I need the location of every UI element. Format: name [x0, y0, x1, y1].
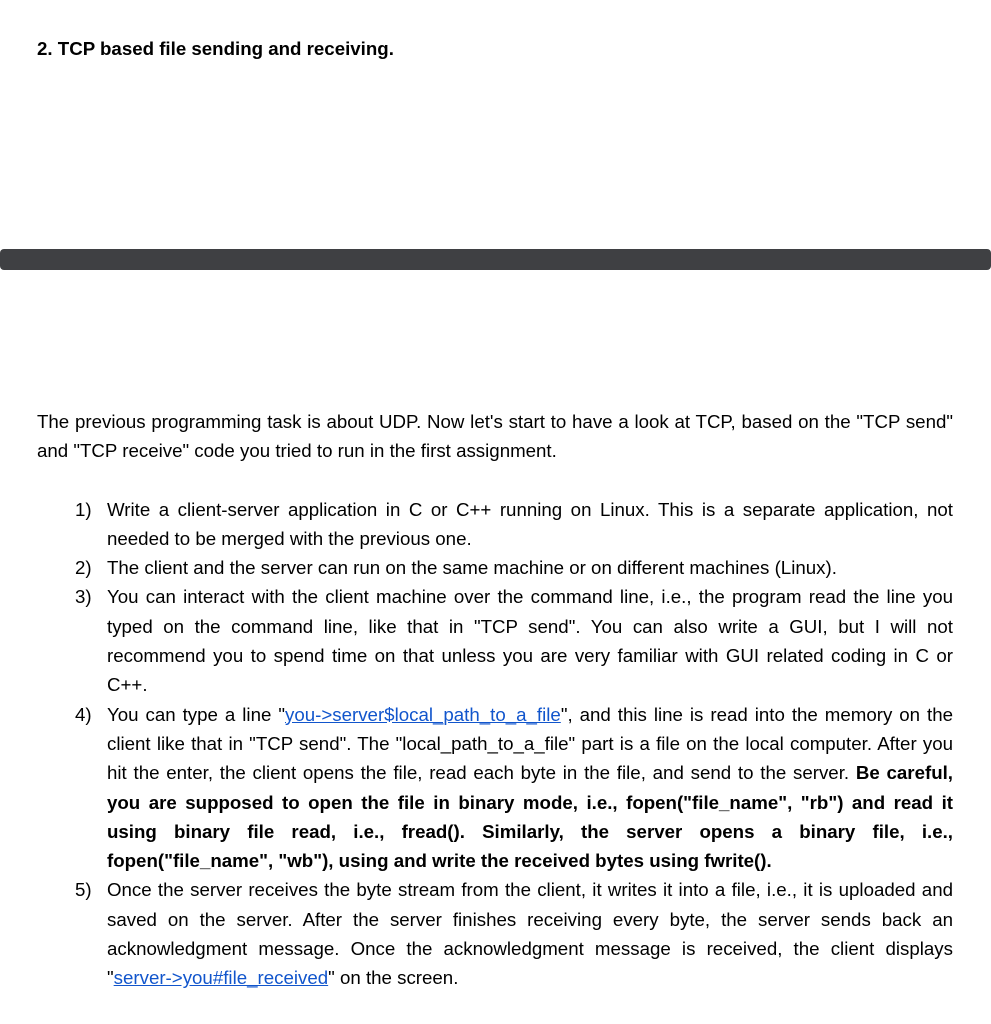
document-body: [37, 407, 953, 993]
text-run: Once the server receives the byte stream from the client, it writes it into a file, i.e., it is uploaded and saved on the server. After the server finishes receiving every byte, the server sends back an acknowledgment message. Once the acknowledgment message is received, the client displays ": [107, 879, 953, 989]
text-run: " on the screen.: [328, 967, 459, 989]
list-item: [37, 875, 953, 992]
list-item-text: [107, 582, 953, 699]
text-run: Write a client-server application in C or C++ running on Linux. This is a separate application, not needed to be merged with the previous one.: [107, 498, 953, 549]
list-item: [37, 582, 953, 699]
text-run: The previous programming task is about UDP. Now let's start to have a look at TCP, based on the "TCP send" and "TCP receive" code you tried to run in the first assignment.: [37, 411, 953, 462]
list-item-number: 4): [75, 703, 92, 725]
text-run: ", and this line is read into the memory on the client like that in "TCP send". The "local_path_to_a_file" part is a file on the local computer. After you hit the enter, the client opens the file, read each byte in the file, and send to the server.: [107, 703, 953, 784]
list-item-number: 5): [75, 879, 92, 901]
list-item: [37, 700, 953, 876]
inline-link[interactable]: you->server$local_path_to_a_file: [284, 703, 561, 725]
inline-link[interactable]: server->you#file_received: [113, 967, 329, 989]
list-item-number: 1): [75, 498, 92, 520]
instruction-list: [37, 495, 953, 993]
text-run: You can type a line ": [107, 703, 285, 725]
intro-paragraph: [37, 407, 953, 466]
list-item-text: [107, 700, 953, 876]
text-run: You can interact with the client machine over the command line, i.e., the program read the line you typed on the command line, like that in "TCP send". You can also write a GUI, but I will not recommend you to spend time on that unless you are very familiar with GUI related coding in C or C++.: [107, 586, 953, 696]
text-run: The client and the server can run on the same machine or on different machines (Linux).: [107, 557, 837, 579]
section-heading: 2. TCP based file sending and receiving.: [37, 38, 394, 59]
list-item-text: [107, 495, 953, 554]
list-item: [37, 495, 953, 554]
bold-text: Be careful, you are supposed to open the file in binary mode, i.e., fopen("file_name", "rb") and read it using binary file read, i.e., fread(). Similarly, the server opens a binary file, i.e., fopen("file_name", "wb"), using and write the received bytes using fwrite().: [107, 762, 953, 872]
list-item-text: [107, 875, 953, 992]
list-item-number: 2): [75, 557, 92, 579]
list-item: [37, 553, 953, 582]
list-item-number: 3): [75, 586, 92, 608]
page-break-bar: [0, 249, 991, 270]
list-item-text: [107, 553, 953, 582]
